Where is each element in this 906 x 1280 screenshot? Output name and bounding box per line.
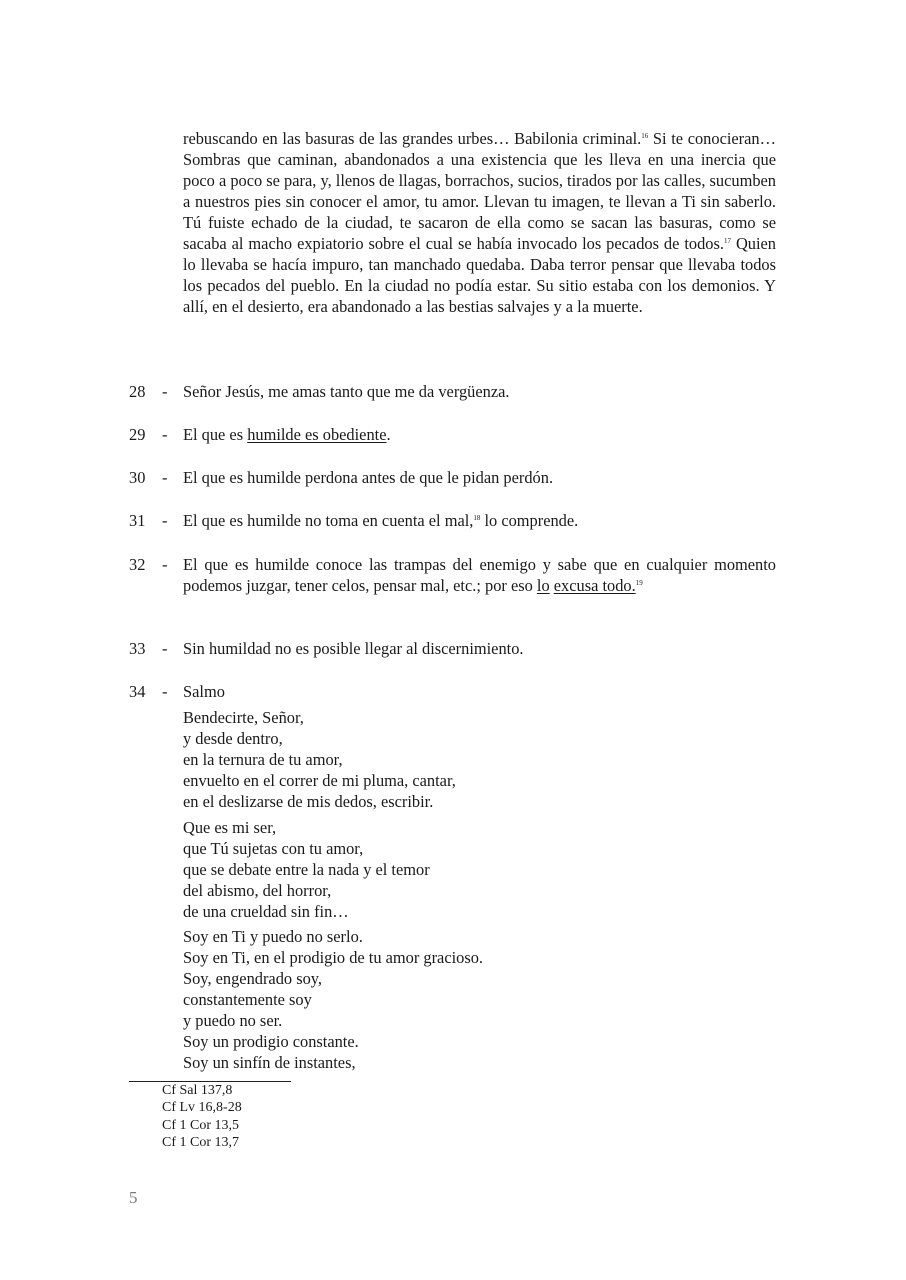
underlined-phrase: humilde es obediente bbox=[247, 425, 387, 444]
footnote-18: Cf 1 Cor 13,5 bbox=[162, 1117, 239, 1133]
poem-stanza-2 bbox=[183, 817, 776, 922]
item-text-post: lo comprende. bbox=[480, 511, 579, 530]
item-dash: - bbox=[162, 425, 168, 444]
poem-line: en el deslizarse de mis dedos, escribir. bbox=[183, 792, 434, 811]
footnote-ref-16[interactable]: 16 bbox=[641, 132, 649, 140]
item-text bbox=[183, 554, 776, 596]
page-number: 5 bbox=[129, 1188, 138, 1207]
item-text-pre: El que es humilde no toma en cuenta el mal, bbox=[183, 511, 474, 530]
footnote-ref-17[interactable]: 17 bbox=[723, 237, 731, 245]
paragraph-text-3: Quien lo llevaba se hacía impuro, tan manchado quedaba. Daba terror pensar que llevaba todos los pecados del pueblo. En la ciudad no podía estar. Su sitio estaba con los demonios. Y allí, en el desierto, era abandonado a las bestias salvajes y a la muerte. bbox=[183, 234, 776, 316]
item-dash: - bbox=[162, 639, 168, 658]
poem-line: y puedo no ser. bbox=[183, 1011, 283, 1030]
item-dash: - bbox=[162, 468, 168, 487]
footnotes bbox=[162, 1082, 242, 1151]
item-dash: - bbox=[162, 511, 168, 530]
paragraph-text-2: Si te conocieran… Sombras que caminan, abandonados a una existencia que les lleva en una inercia que poco a poco se para, y, llenos de llagas, borrachos, sucios, tirados por las calles, sucumben a nuestros pies sin conocer el amor, tu amor. Llevan tu imagen, te llevan a Ti sin saberlo. Tú fuiste echado de la ciudad, te sacaron de ella como se sacan las basuras, como se sacaba al macho expiatorio sobre el cual se había invocado los pecados de todos. bbox=[183, 129, 777, 253]
item-number: 30 bbox=[129, 468, 146, 487]
poem-line: en la ternura de tu amor, bbox=[183, 750, 343, 769]
item-text-pre: El que es humilde conoce las trampas del enemigo y sabe que en cualquier momento podemos juzgar, tener celos, pensar mal, etc.; por eso bbox=[183, 555, 776, 595]
item-text-pre: El que es bbox=[183, 425, 248, 444]
item-dash: - bbox=[162, 555, 168, 574]
item-number: 34 bbox=[129, 682, 146, 701]
item-text: Señor Jesús, me amas tanto que me da vergüenza. bbox=[183, 382, 510, 401]
footnote-ref-19[interactable]: 19 bbox=[635, 579, 643, 587]
underlined-word: lo bbox=[536, 576, 550, 595]
poem-line: del abismo, del horror, bbox=[183, 881, 332, 900]
poem-line: constantemente soy bbox=[183, 990, 312, 1009]
item-dash: - bbox=[162, 682, 168, 701]
poem-line: Soy un prodigio constante. bbox=[183, 1032, 359, 1051]
poem-line: que se debate entre la nada y el temor bbox=[183, 860, 430, 879]
poem-line: Soy un sinfín de instantes, bbox=[183, 1053, 356, 1072]
item-number: 31 bbox=[129, 511, 146, 530]
poem-stanza-1 bbox=[183, 707, 776, 812]
poem-line: y desde dentro, bbox=[183, 729, 283, 748]
item-number: 33 bbox=[129, 639, 146, 658]
item-number: 28 bbox=[129, 382, 146, 401]
poem-line: envuelto en el correr de mi pluma, cantar, bbox=[183, 771, 456, 790]
item-text bbox=[183, 424, 776, 445]
poem-line: Bendecirte, Señor, bbox=[183, 708, 304, 727]
underlined-phrase: excusa todo. bbox=[553, 576, 636, 595]
footnote-16: Cf Sal 137,8 bbox=[162, 1083, 233, 1098]
poem-line: Soy en Ti, en el prodigio de tu amor gracioso. bbox=[183, 948, 484, 967]
item-text: Sin humildad no es posible llegar al discernimiento. bbox=[183, 639, 524, 658]
paragraph-text-1: rebuscando en las basuras de las grandes urbes… Babilonia criminal. bbox=[183, 129, 642, 148]
poem-line: Soy en Ti y puedo no serlo. bbox=[183, 927, 363, 946]
item-dash: - bbox=[162, 382, 168, 401]
continuation-paragraph bbox=[183, 128, 776, 317]
item-text: El que es humilde perdona antes de que le pidan perdón. bbox=[183, 468, 554, 487]
poem-stanza-3 bbox=[183, 926, 776, 1073]
item-text bbox=[183, 510, 776, 531]
item-number: 29 bbox=[129, 425, 146, 444]
footnote-ref-18[interactable]: 18 bbox=[473, 514, 481, 522]
footnote-19: Cf 1 Cor 13,7 bbox=[162, 1134, 239, 1150]
item-number: 32 bbox=[129, 555, 146, 574]
footnote-17: Cf Lv 16,8-28 bbox=[162, 1100, 242, 1116]
poem-line: Que es mi ser, bbox=[183, 818, 277, 837]
poem-line: de una crueldad sin fin… bbox=[183, 902, 349, 921]
item-text-post: . bbox=[386, 425, 391, 444]
poem-line: Soy, engendrado soy, bbox=[183, 969, 322, 988]
poem-line: que Tú sujetas con tu amor, bbox=[183, 839, 364, 858]
item-text: Salmo bbox=[183, 682, 225, 701]
